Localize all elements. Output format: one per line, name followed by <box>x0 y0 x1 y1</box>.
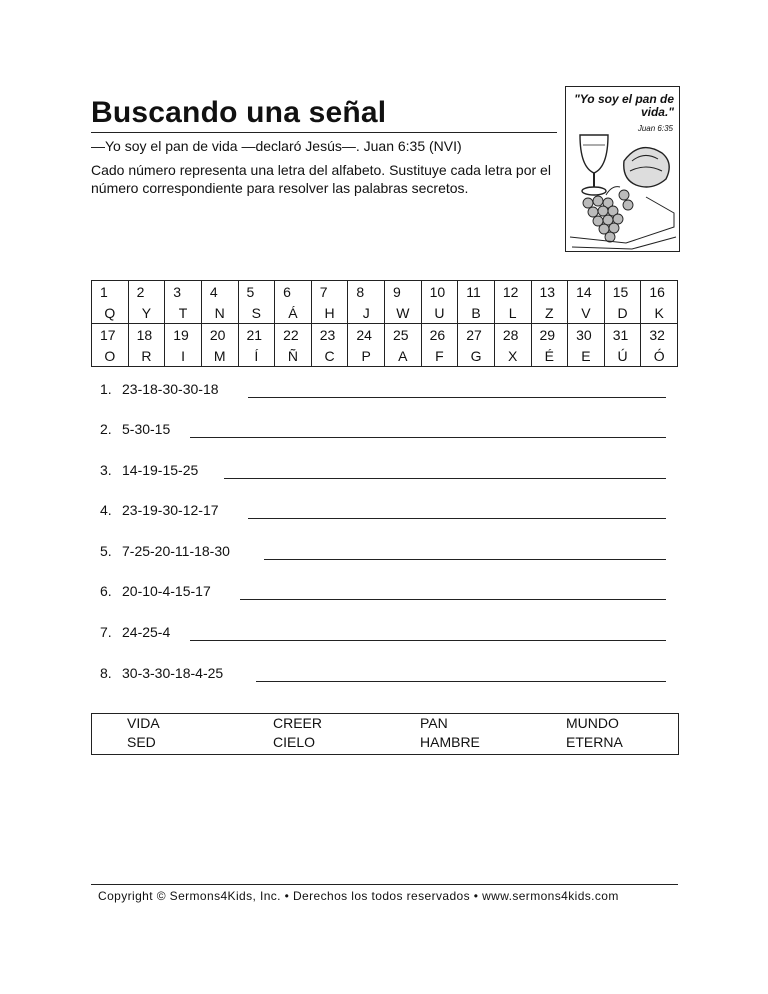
page-title: Buscando una señal <box>91 96 387 129</box>
key-number: 4 <box>201 281 238 303</box>
key-letter: G <box>458 345 495 367</box>
key-number: 21 <box>238 324 275 346</box>
copyright-footer: Copyright © Sermons4Kids, Inc. • Derechos los todos reservados • www.sermons4kids.com <box>98 889 619 903</box>
key-letter: S <box>238 302 275 324</box>
cipher-key-table <box>91 280 678 367</box>
key-letter: L <box>494 302 531 324</box>
key-number: 10 <box>421 281 458 303</box>
key-letter: D <box>604 302 641 324</box>
key-numbers-row-2 <box>92 324 678 346</box>
key-number: 2 <box>128 281 165 303</box>
key-letter: Ñ <box>275 345 312 367</box>
word-bank-word: CIELO <box>273 734 316 750</box>
key-letter: Á <box>275 302 312 324</box>
answer-line[interactable] <box>248 518 666 519</box>
key-number: 23 <box>311 324 348 346</box>
key-number: 25 <box>385 324 422 346</box>
puzzle-code: 23-18-30-30-18 <box>122 381 219 397</box>
word-bank-word: ETERNA <box>566 734 623 750</box>
word-bank-word: VIDA <box>127 715 160 731</box>
key-letter: É <box>531 345 568 367</box>
key-letter: B <box>458 302 495 324</box>
instructions: Cado número representa una letra del alfabeto. Sustituye cada letra por el número correspondiente para resolver las palabras secretos. <box>91 162 551 196</box>
puzzle-number: 5. <box>100 543 112 559</box>
answer-line[interactable] <box>256 681 666 682</box>
key-letter: W <box>385 302 422 324</box>
bible-verse: —Yo soy el pan de vida —declaró Jesús—. Juan 6:35 (NVI) <box>91 138 462 154</box>
illustration-caption: "Yo soy el pan de vida." <box>574 92 674 119</box>
key-number: 3 <box>165 281 202 303</box>
key-numbers-row-1 <box>92 281 678 303</box>
key-letter: J <box>348 302 385 324</box>
puzzle-item <box>100 583 666 603</box>
key-number: 31 <box>604 324 641 346</box>
key-letters-row-2 <box>92 345 678 367</box>
key-letter: Í <box>238 345 275 367</box>
puzzle-item <box>100 381 666 401</box>
answer-line[interactable] <box>240 599 666 600</box>
puzzle-item <box>100 421 666 441</box>
key-letter: E <box>568 345 605 367</box>
key-number: 11 <box>458 281 495 303</box>
key-number: 32 <box>641 324 678 346</box>
key-letter: U <box>421 302 458 324</box>
puzzle-code: 14-19-15-25 <box>122 462 199 478</box>
key-letter: Z <box>531 302 568 324</box>
key-letters-row-1 <box>92 302 678 324</box>
key-letter: O <box>92 345 129 367</box>
title-divider <box>91 132 557 133</box>
puzzle-code: 7-25-20-11-18-30 <box>122 543 230 559</box>
key-letter: K <box>641 302 678 324</box>
key-number: 22 <box>275 324 312 346</box>
key-letter: C <box>311 345 348 367</box>
puzzle-item <box>100 462 666 482</box>
key-number: 5 <box>238 281 275 303</box>
puzzle-code: 24-25-4 <box>122 624 171 640</box>
key-number: 24 <box>348 324 385 346</box>
key-letter: F <box>421 345 458 367</box>
word-bank-word: SED <box>127 734 156 750</box>
puzzle-code: 23-19-30-12-17 <box>122 502 219 518</box>
key-letter: P <box>348 345 385 367</box>
word-bank-word: PAN <box>420 715 448 731</box>
key-number: 6 <box>275 281 312 303</box>
puzzle-number: 8. <box>100 665 112 681</box>
word-bank-word: HAMBRE <box>420 734 480 750</box>
key-number: 7 <box>311 281 348 303</box>
key-number: 12 <box>494 281 531 303</box>
key-letter: V <box>568 302 605 324</box>
puzzle-number: 3. <box>100 462 112 478</box>
key-letter: M <box>201 345 238 367</box>
key-number: 29 <box>531 324 568 346</box>
key-number: 9 <box>385 281 422 303</box>
key-number: 15 <box>604 281 641 303</box>
answer-line[interactable] <box>224 478 666 479</box>
puzzle-item <box>100 624 666 644</box>
bread-and-cup-illustration <box>565 86 680 252</box>
key-letter: I <box>165 345 202 367</box>
key-number: 8 <box>348 281 385 303</box>
key-letter: A <box>385 345 422 367</box>
puzzle-code: 20-10-4-15-17 <box>122 583 211 599</box>
key-letter: Y <box>128 302 165 324</box>
puzzle-number: 1. <box>100 381 112 397</box>
key-letter: Q <box>92 302 129 324</box>
key-number: 13 <box>531 281 568 303</box>
puzzle-number: 2. <box>100 421 112 437</box>
puzzle-code: 5-30-15 <box>122 421 171 437</box>
key-letter: T <box>165 302 202 324</box>
word-bank <box>91 713 679 755</box>
puzzle-item <box>100 502 666 522</box>
key-number: 26 <box>421 324 458 346</box>
word-bank-word: CREER <box>273 715 323 731</box>
key-number: 1 <box>92 281 129 303</box>
word-bank-word: MUNDO <box>566 715 619 731</box>
key-number: 16 <box>641 281 678 303</box>
answer-line[interactable] <box>264 559 666 560</box>
key-letter: H <box>311 302 348 324</box>
puzzle-item <box>100 543 666 563</box>
key-number: 28 <box>494 324 531 346</box>
puzzle-number: 4. <box>100 502 112 518</box>
key-number: 14 <box>568 281 605 303</box>
illustration-reference: Juan 6:35 <box>637 124 673 133</box>
answer-line[interactable] <box>248 397 666 398</box>
key-number: 27 <box>458 324 495 346</box>
key-letter: X <box>494 345 531 367</box>
puzzle-code: 30-3-30-18-4-25 <box>122 665 224 681</box>
puzzle-number: 6. <box>100 583 112 599</box>
puzzle-item <box>100 665 666 685</box>
footer-divider <box>91 884 678 885</box>
key-number: 30 <box>568 324 605 346</box>
key-letter: N <box>201 302 238 324</box>
key-number: 19 <box>165 324 202 346</box>
answer-line[interactable] <box>190 640 666 641</box>
key-number: 20 <box>201 324 238 346</box>
answer-line[interactable] <box>190 437 666 438</box>
key-letter: Ú <box>604 345 641 367</box>
key-number: 17 <box>92 324 129 346</box>
key-letter: Ó <box>641 345 678 367</box>
key-letter: R <box>128 345 165 367</box>
key-number: 18 <box>128 324 165 346</box>
puzzle-number: 7. <box>100 624 112 640</box>
